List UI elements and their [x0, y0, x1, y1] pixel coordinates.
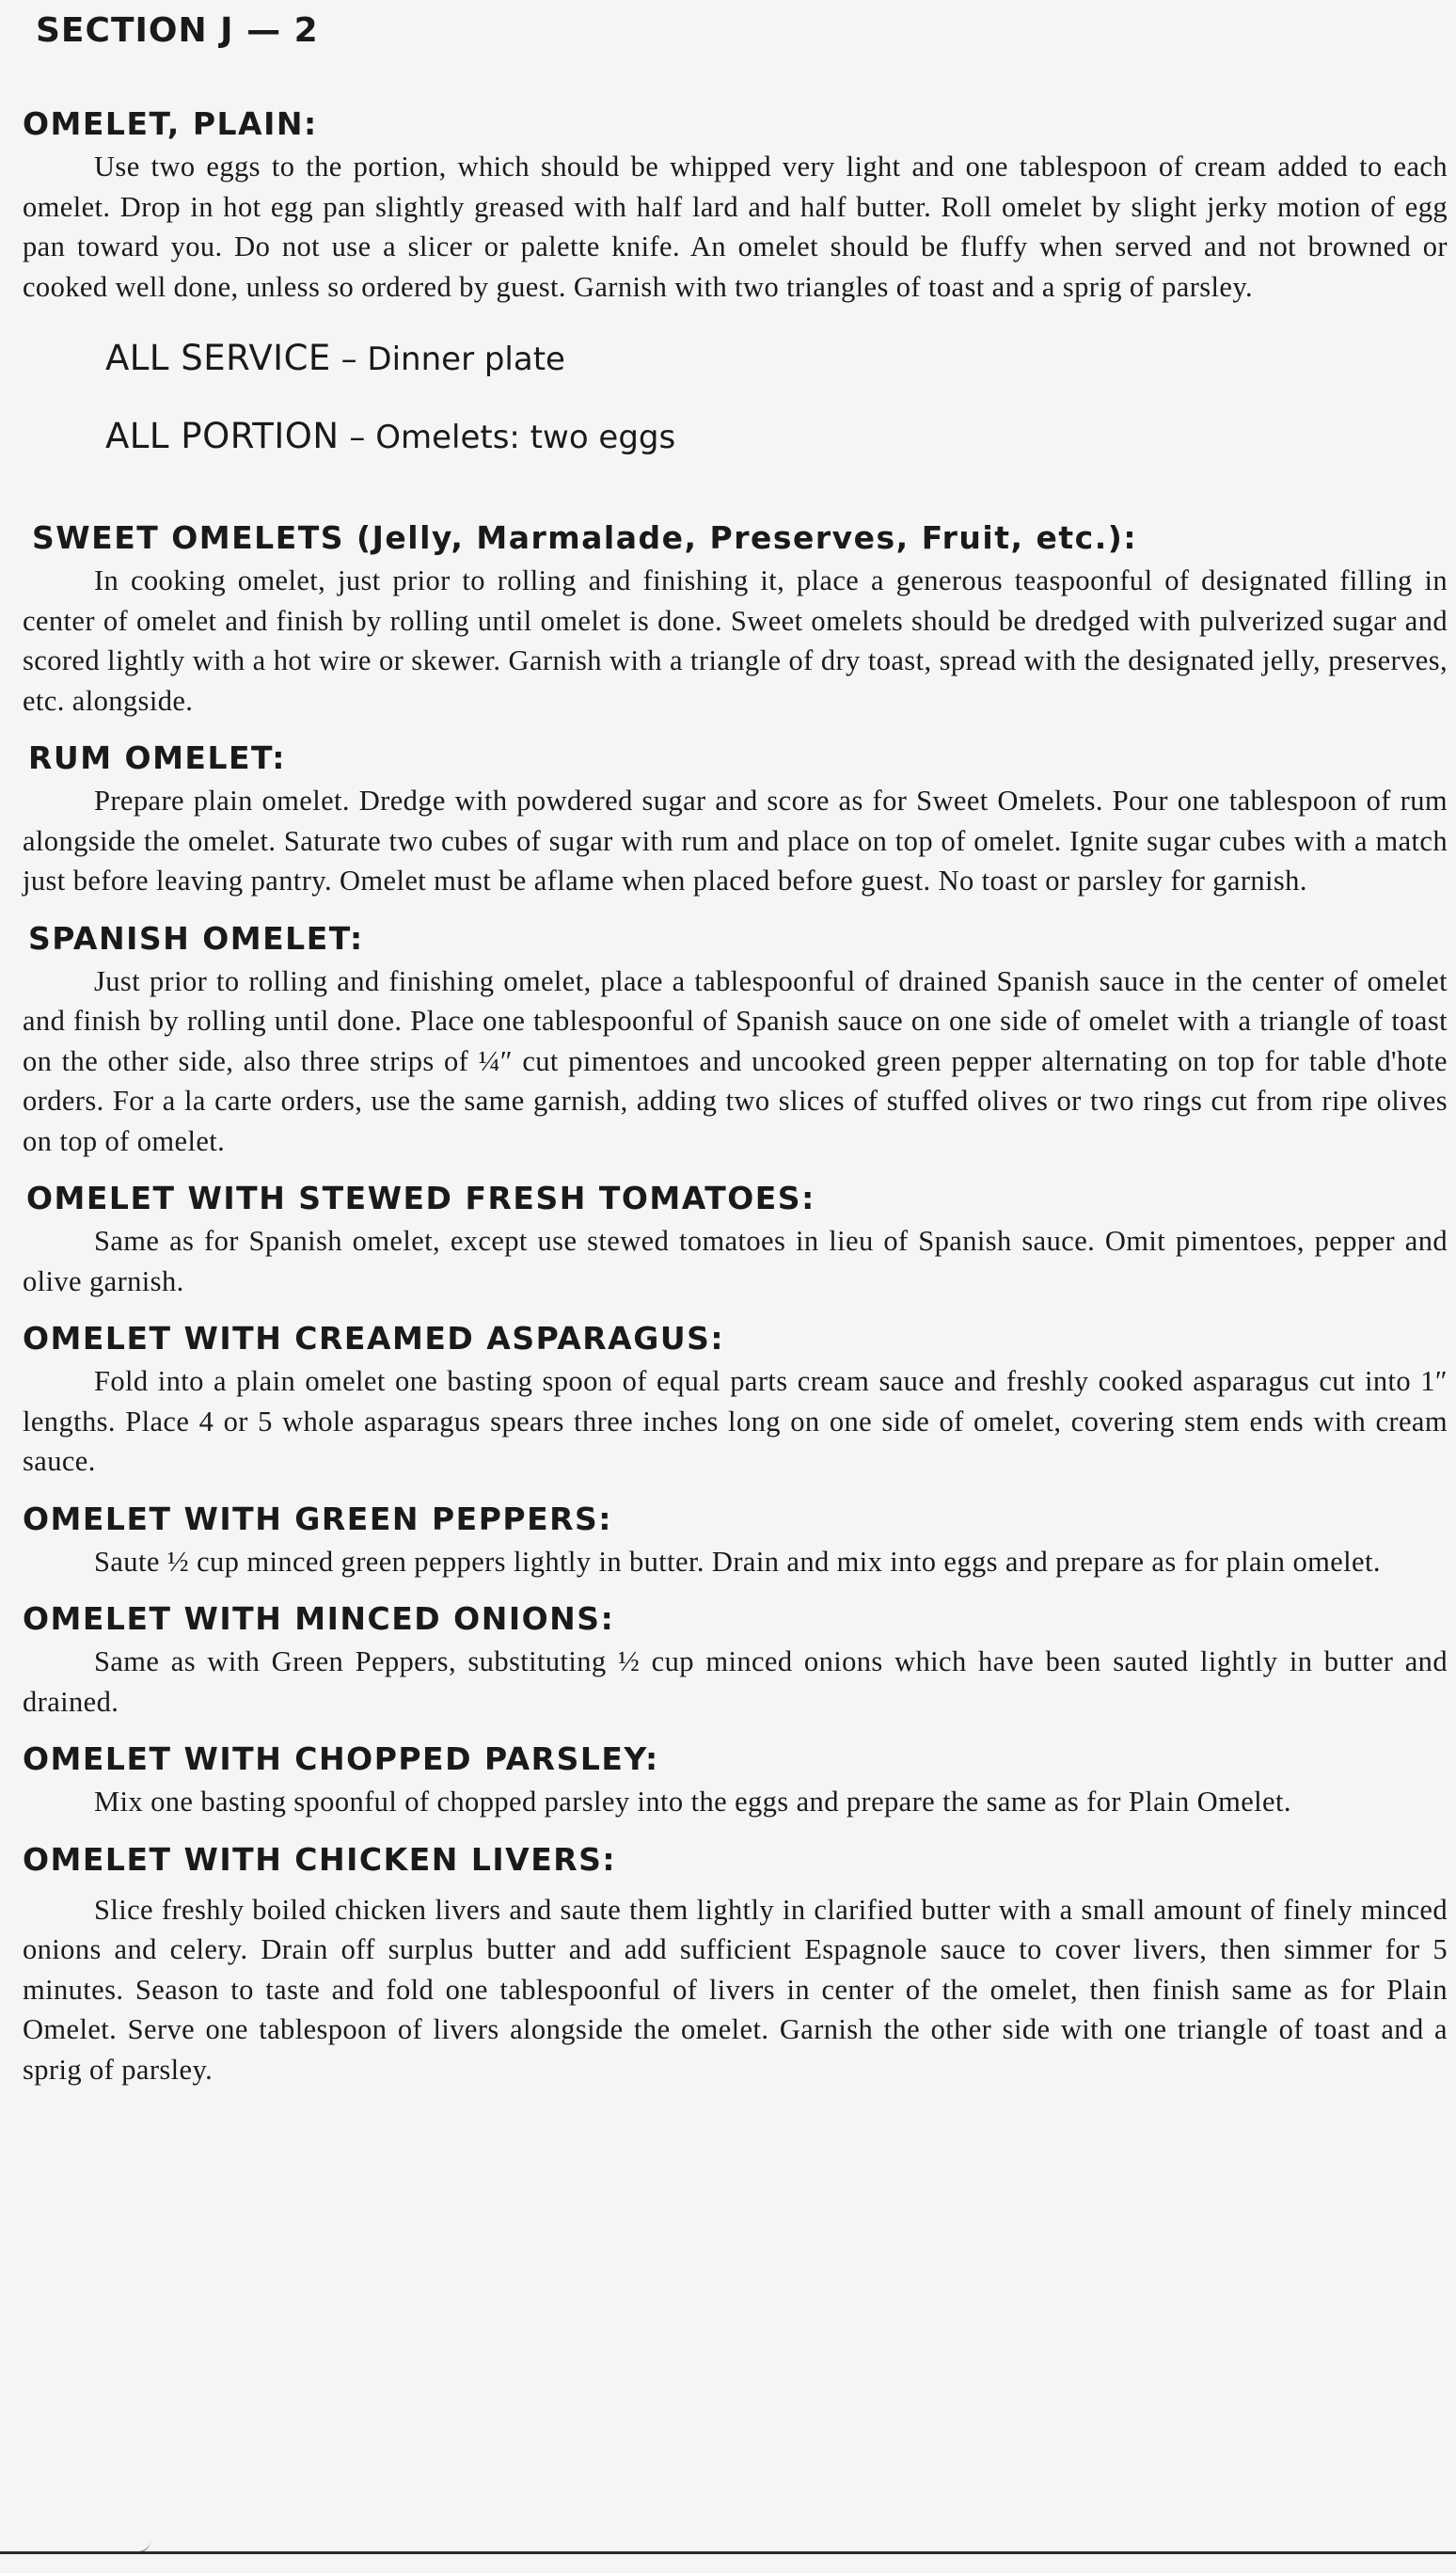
recipe-rum-omelet: [23, 736, 1448, 901]
recipe-body: Just prior to rolling and finishing omelet, place a tablespoonful of drained Spanish sauce in the center of omelet and finish by rolling until done. Place one tablespoonful of Spanish sauce on one side of omelet with a triangle of toast on the other side, also three strips of ¼″ cut pimentoes and uncooked green pepper alternating on top for table d'hote orders. For a la carte orders, use the same garnish, adding two slices of stuffed olives or two rings cut from ripe olives on top of omelet.: [23, 964, 1448, 1157]
service-value: Dinner plate: [367, 341, 565, 378]
recipe-title: SPANISH OMELET:: [28, 919, 364, 957]
recipe-omelet-plain: [23, 102, 1448, 457]
portion-label: ALL PORTION: [105, 416, 340, 456]
recipe-sweet-omelets: [23, 516, 1448, 721]
recipe-title: OMELET WITH STEWED FRESH TOMATOES:: [26, 1180, 815, 1216]
recipe-title: OMELET WITH CHICKEN LIVERS:: [23, 1840, 617, 1878]
service-line: ALL SERVICE – Dinner plate: [105, 338, 565, 378]
recipe-body: In cooking omelet, just prior to rolling and finishing it, place a generous teaspoonful of designated filling in center of omelet and finish by rolling until omelet is done. Sweet omelets should be dredged with pulverized sugar and scored lightly with a hot wire or skewer. Garnish with a triangle of dry toast, spread with the designated jelly, preserves, etc. alongside.: [23, 564, 1448, 717]
service-label: ALL SERVICE: [105, 338, 331, 378]
recipe-list: [23, 102, 1448, 2089]
recipe-spanish-omelet: [23, 916, 1448, 1162]
footer-rule: [0, 2551, 1456, 2554]
recipe-body: Prepare plain omelet. Dredge with powdered sugar and score as for Sweet Omelets. Pour one tablespoon of rum alongside the omelet. Saturate two cubes of sugar with rum and place on top of omelet. Ignite sugar cubes with a match just before leaving pantry. Omelet must be aflame when placed before guest. No toast or parsley for garnish.: [23, 785, 1448, 897]
recipe-creamed-asparagus: [23, 1316, 1448, 1482]
portion-value: Omelets: two eggs: [375, 419, 676, 456]
recipe-body: Same as with Green Peppers, substituting ½ cup minced onions which have been sauted lightly in butter and drained.: [23, 1645, 1448, 1718]
recipe-title: OMELET, PLAIN:: [23, 105, 318, 142]
recipe-title: OMELET WITH CREAMED ASPARAGUS:: [23, 1320, 725, 1357]
recipe-title: OMELET WITH CHOPPED PARSLEY:: [23, 1740, 659, 1777]
recipe-chopped-parsley: [23, 1737, 1448, 1822]
recipe-body: Same as for Spanish omelet, except use stewed tomatoes in lieu of Spanish sauce. Omit pimentoes, pepper and olive garnish.: [23, 1225, 1448, 1297]
recipe-body: Mix one basting spoonful of chopped parsley into the eggs and prepare the same as for Plain Omelet.: [94, 1786, 1291, 1818]
recipe-green-peppers: [23, 1497, 1448, 1582]
portion-line: ALL PORTION – Omelets: two eggs: [105, 416, 676, 456]
recipe-chicken-livers: [23, 1837, 1448, 2090]
section-header: SECTION J — 2: [36, 11, 319, 50]
recipe-stewed-tomatoes: [23, 1176, 1448, 1301]
recipe-title: RUM OMELET:: [28, 739, 286, 776]
recipe-body: Saute ½ cup minced green peppers lightly in butter. Drain and mix into eggs and prepare as for plain omelet.: [94, 1545, 1381, 1578]
recipe-title: SWEET OMELETS (Jelly, Marmalade, Preserves, Fruit, etc.):: [32, 519, 1138, 556]
recipe-minced-onions: [23, 1596, 1448, 1722]
recipe-body: Fold into a plain omelet one basting spoon of equal parts cream sauce and freshly cooked asparagus cut into 1″ lengths. Place 4 or 5 whole asparagus spears three inches long on one side of omelet, covering stem ends with cream sauce.: [23, 1365, 1448, 1477]
recipe-body: Use two eggs to the portion, which should be whipped very light and one tablespoon of cream added to each omelet. Drop in hot egg pan slightly greased with half lard and half butter. Roll omelet by slight jerky motion of egg pan toward you. Do not use a slicer or palette knife. An omelet should be fluffy when served and not browned or cooked well done, unless so ordered by guest. Garnish with two triangles of toast and a sprig of parsley.: [23, 151, 1448, 303]
recipe-title: OMELET WITH MINCED ONIONS:: [23, 1600, 615, 1637]
recipe-title: OMELET WITH GREEN PEPPERS:: [23, 1500, 613, 1537]
recipe-body: Slice freshly boiled chicken livers and saute them lightly in clarified butter with a small amount of finely minced onions and celery. Drain off surplus butter and add sufficient Espagnole sauce to cover livers, then simmer for 5 minutes. Season to taste and fold one tablespoonful of livers in center of the omelet, then finish same as for Plain Omelet. Serve one tablespoon of livers alongside the omelet. Garnish the other side with one triangle of toast and a sprig of parsley.: [23, 1893, 1448, 2086]
